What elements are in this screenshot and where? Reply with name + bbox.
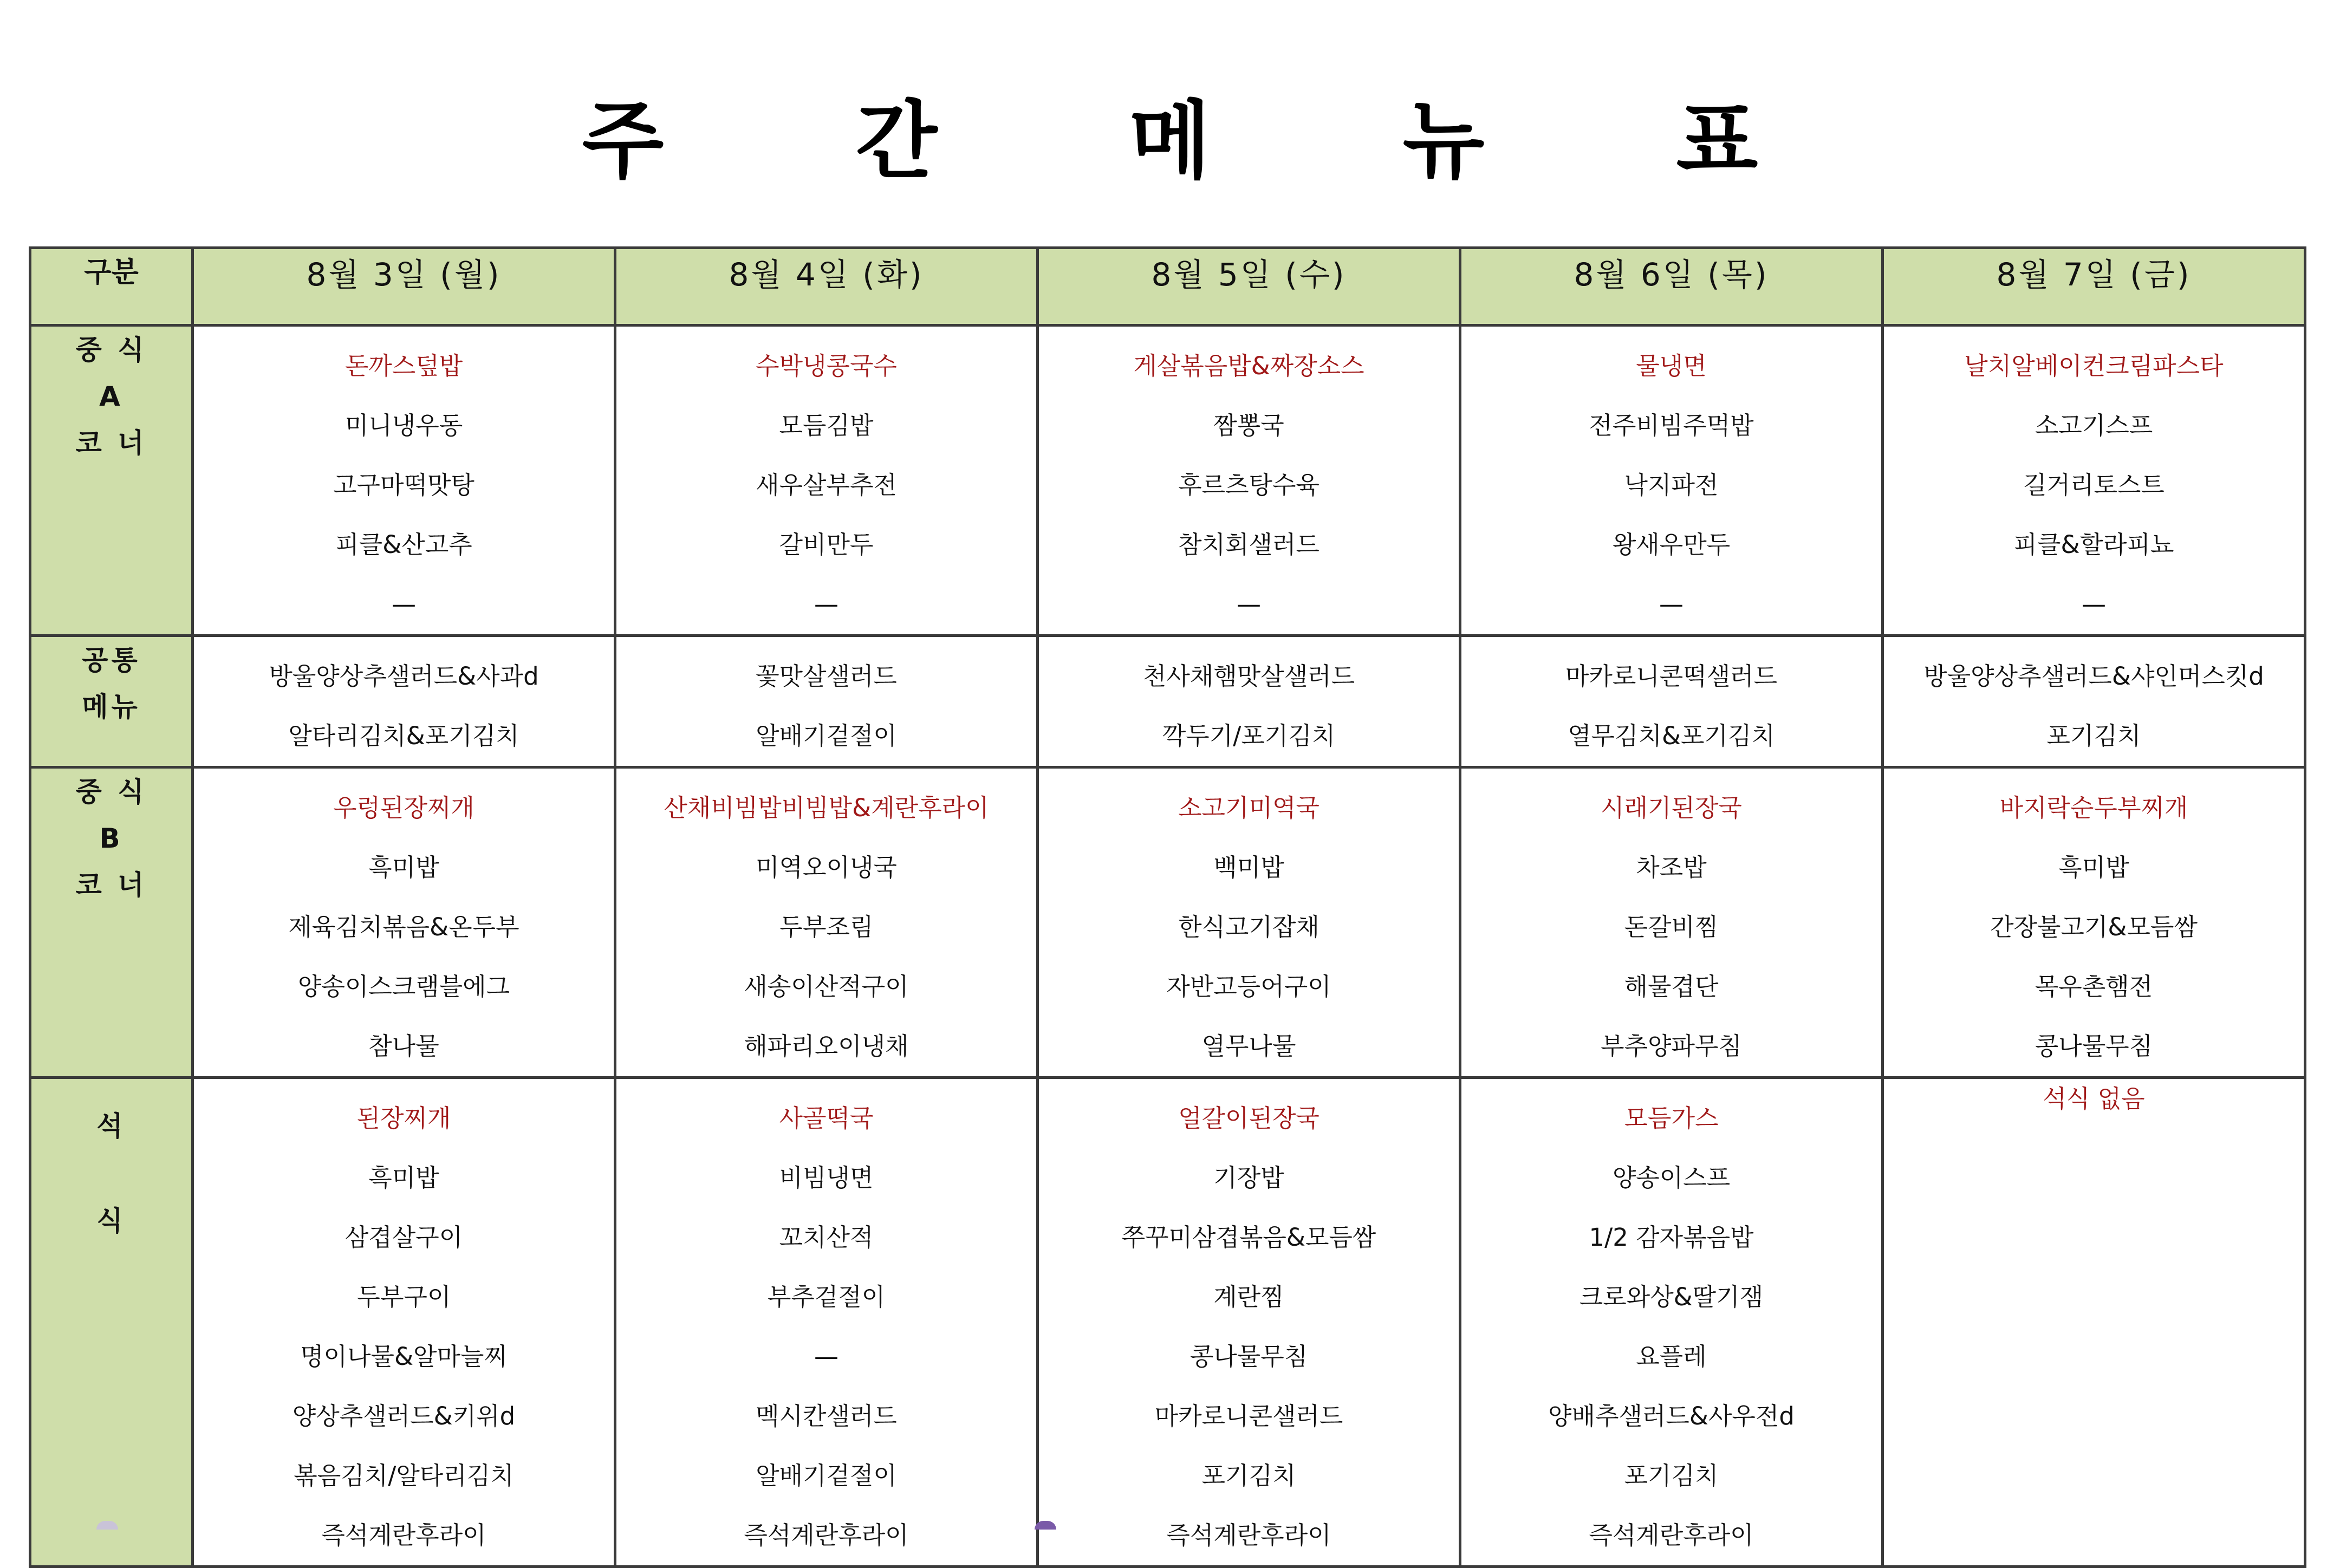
menu-item: —	[814, 590, 838, 619]
menu-cell-lunch-a-thu	[1460, 326, 1883, 636]
menu-item: 흑미밥	[368, 1163, 439, 1192]
menu-item: 기장밥	[1213, 1163, 1284, 1192]
menu-item: 크로와상&딸기잼	[1579, 1283, 1764, 1311]
menu-item: 계란찜	[1213, 1283, 1284, 1311]
menu-item: 양송이스프	[1612, 1163, 1731, 1192]
menu-item: 방울양상추샐러드&사과d	[269, 662, 539, 691]
menu-item: 마카로니콘떡샐러드	[1565, 662, 1778, 691]
page-title: 주 간 메 뉴 표	[582, 92, 1839, 190]
menu-item: 알타리김치&포기김치	[288, 721, 519, 750]
row-label-line: 코 너	[75, 427, 147, 459]
menu-item: 왕새우만두	[1612, 530, 1731, 559]
menu-item: 명이나물&알마늘찌	[300, 1342, 508, 1371]
menu-item: 마카로니콘샐러드	[1154, 1402, 1343, 1430]
row-lunch-b	[30, 767, 2305, 1078]
row-label-dinner	[30, 1078, 193, 1567]
menu-item: 백미밥	[1213, 853, 1284, 882]
menu-item: 피클&할라피뇨	[2013, 530, 2174, 559]
header-day-wed: 8월 5일 (수)	[1038, 248, 1460, 326]
menu-item: 요플레	[1636, 1342, 1707, 1371]
row-label-line: 중 식	[75, 334, 147, 366]
menu-item: 피클&산고추	[335, 530, 472, 559]
menu-cell-lunch-a-tue	[615, 326, 1038, 636]
menu-item: 알배기겉절이	[756, 721, 897, 750]
menu-cell-common-tue	[615, 636, 1038, 767]
menu-item: 모듬김밥	[779, 411, 874, 440]
menu-item: 부추양파무침	[1601, 1032, 1742, 1060]
menu-cell-lunch-b-fri	[1883, 767, 2305, 1078]
menu-item: 해물겹단	[1624, 972, 1719, 1001]
no-dinner-text: 석식 없음	[2043, 1084, 2145, 1113]
menu-item: 해파리오이냉채	[744, 1032, 909, 1060]
menu-cell-dinner-fri	[1883, 1078, 2305, 1567]
menu-cell-common-fri	[1883, 636, 2305, 767]
menu-cell-lunch-b-mon	[193, 767, 615, 1078]
main-dish: 모듬가스	[1624, 1104, 1719, 1133]
menu-item: —	[392, 590, 416, 619]
menu-cell-common-mon	[193, 636, 615, 767]
menu-item: 간장불고기&모듬쌈	[1990, 913, 2198, 941]
menu-item: 양상추샐러드&키위d	[292, 1402, 516, 1430]
menu-item: 부추겉절이	[767, 1283, 886, 1311]
menu-item: 즉석계란후라이	[744, 1521, 909, 1550]
menu-item: 새송이산적구이	[744, 972, 909, 1001]
main-dish: 시래기된장국	[1601, 793, 1742, 822]
menu-item: 미역오이냉국	[756, 853, 897, 882]
menu-item: 포기김치	[1201, 1461, 1296, 1490]
main-dish: 바지락순두부찌개	[1999, 793, 2188, 822]
main-dish: 얼갈이된장국	[1178, 1104, 1320, 1133]
menu-item: 1/2 감자볶음밥	[1589, 1223, 1754, 1252]
menu-item: 차조밥	[1636, 853, 1707, 882]
menu-cell-common-thu	[1460, 636, 1883, 767]
row-label-line: 코 너	[75, 869, 147, 901]
row-label-line: 식	[96, 1205, 126, 1237]
menu-item: 즉석계란후라이	[1166, 1521, 1331, 1550]
header-day-mon: 8월 3일 (월)	[193, 248, 615, 326]
menu-item: 두부조림	[779, 913, 874, 941]
row-label-line: 석	[96, 1110, 126, 1142]
menu-item: 갈비만두	[779, 530, 874, 559]
header-day-thu: 8월 6일 (목)	[1460, 248, 1883, 326]
menu-item: 콩나물무침	[2034, 1032, 2153, 1060]
row-lunch-a	[30, 326, 2305, 636]
main-dish: 날치알베이컨크림파스타	[1964, 352, 2224, 380]
menu-item: 쭈꾸미삼겹볶음&모듬쌈	[1121, 1223, 1376, 1252]
row-common	[30, 636, 2305, 767]
row-label-line: 공통	[82, 645, 141, 676]
menu-cell-lunch-b-tue	[615, 767, 1038, 1078]
row-label-lunch-a	[30, 326, 193, 636]
main-dish: 사골떡국	[779, 1104, 874, 1133]
menu-item: 돈갈비찜	[1624, 913, 1719, 941]
menu-item: 양배추샐러드&사우전d	[1548, 1402, 1795, 1430]
header-day-fri: 8월 7일 (금)	[1883, 248, 2305, 326]
menu-cell-lunch-a-fri	[1883, 326, 2305, 636]
menu-item: 한식고기잡채	[1178, 913, 1320, 941]
menu-item: 흑미밥	[368, 853, 439, 882]
menu-item: 전주비빔주먹밥	[1589, 411, 1754, 440]
row-label-common	[30, 636, 193, 767]
menu-cell-dinner-wed	[1038, 1078, 1460, 1567]
menu-item: —	[1659, 590, 1683, 619]
menu-item: 꼬치산적	[779, 1223, 874, 1252]
menu-item: 열무나물	[1201, 1032, 1296, 1060]
menu-item: —	[814, 1342, 838, 1371]
row-label-lunch-b	[30, 767, 193, 1078]
main-dish: 게살볶음밥&짜장소스	[1133, 352, 1364, 380]
menu-cell-lunch-b-thu	[1460, 767, 1883, 1078]
menu-item: 방울양상추샐러드&샤인머스킷d	[1923, 662, 2264, 691]
row-label-line: 중 식	[75, 776, 147, 808]
menu-item: 두부구이	[356, 1283, 451, 1311]
menu-item: 짬뽕국	[1213, 411, 1284, 440]
menu-item: —	[1237, 590, 1261, 619]
menu-item: 콩나물무침	[1190, 1342, 1308, 1371]
menu-item: 고구마떡맛탕	[333, 471, 474, 499]
menu-cell-dinner-tue	[615, 1078, 1038, 1567]
main-dish: 물냉면	[1636, 352, 1707, 380]
menu-item: 목우촌햄전	[2034, 972, 2153, 1001]
main-dish: 소고기미역국	[1178, 793, 1320, 822]
menu-item: 낙지파전	[1624, 471, 1719, 499]
main-dish: 우렁된장찌개	[333, 793, 474, 822]
menu-item: 멕시칸샐러드	[756, 1402, 897, 1430]
menu-item: 제육김치볶음&온두부	[288, 913, 519, 941]
menu-item: 흑미밥	[2058, 853, 2129, 882]
menu-item: 볶음김치/알타리김치	[294, 1461, 514, 1490]
main-dish: 수박냉콩국수	[756, 352, 897, 380]
row-label-line: 메뉴	[82, 691, 141, 723]
main-dish: 돈까스덮밥	[344, 352, 463, 380]
menu-item: 비빔냉면	[779, 1163, 874, 1192]
menu-item: 미니냉우동	[344, 411, 463, 440]
menu-item: 천사채햄맛살샐러드	[1142, 662, 1355, 691]
header-row	[30, 248, 2305, 326]
menu-item: 후르츠탕수육	[1178, 471, 1320, 499]
main-dish: 산채비빔밥비빔밥&계란후라이	[664, 793, 989, 822]
menu-cell-lunch-a-wed	[1038, 326, 1460, 636]
menu-item: 즉석계란후라이	[1589, 1521, 1754, 1550]
menu-item: 깍두기/포기김치	[1162, 721, 1336, 750]
main-dish: 된장찌개	[356, 1104, 451, 1133]
menu-cell-common-wed	[1038, 636, 1460, 767]
menu-item: 참나물	[368, 1032, 439, 1060]
menu-item: 알배기겉절이	[756, 1461, 897, 1490]
menu-item: 새우살부추전	[756, 471, 897, 499]
weekly-menu-table	[29, 246, 2306, 1568]
menu-cell-lunch-a-mon	[193, 326, 615, 636]
menu-item: 열무김치&포기김치	[1568, 721, 1775, 750]
menu-item: 즉석계란후라이	[321, 1521, 486, 1550]
row-dinner	[30, 1078, 2305, 1567]
menu-item: 포기김치	[2046, 721, 2141, 750]
row-label-line: A	[99, 381, 123, 412]
menu-item: 자반고등어구이	[1166, 972, 1331, 1001]
menu-item: 참치회샐러드	[1178, 530, 1320, 559]
menu-item: 길거리토스트	[2023, 471, 2164, 499]
menu-cell-dinner-thu	[1460, 1078, 1883, 1567]
menu-item: 소고기스프	[2034, 411, 2153, 440]
menu-item: 꽃맛살샐러드	[756, 662, 897, 691]
menu-item: 양송이스크램블에그	[297, 972, 510, 1001]
header-day-tue: 8월 4일 (화)	[615, 248, 1038, 326]
menu-item: 포기김치	[1624, 1461, 1719, 1490]
menu-cell-lunch-b-wed	[1038, 767, 1460, 1078]
menu-item: 삼겹살구이	[344, 1223, 463, 1252]
header-gubun: 구분	[30, 248, 193, 326]
menu-item: —	[2082, 590, 2106, 619]
row-label-line: B	[99, 823, 123, 854]
menu-cell-dinner-mon	[193, 1078, 615, 1567]
